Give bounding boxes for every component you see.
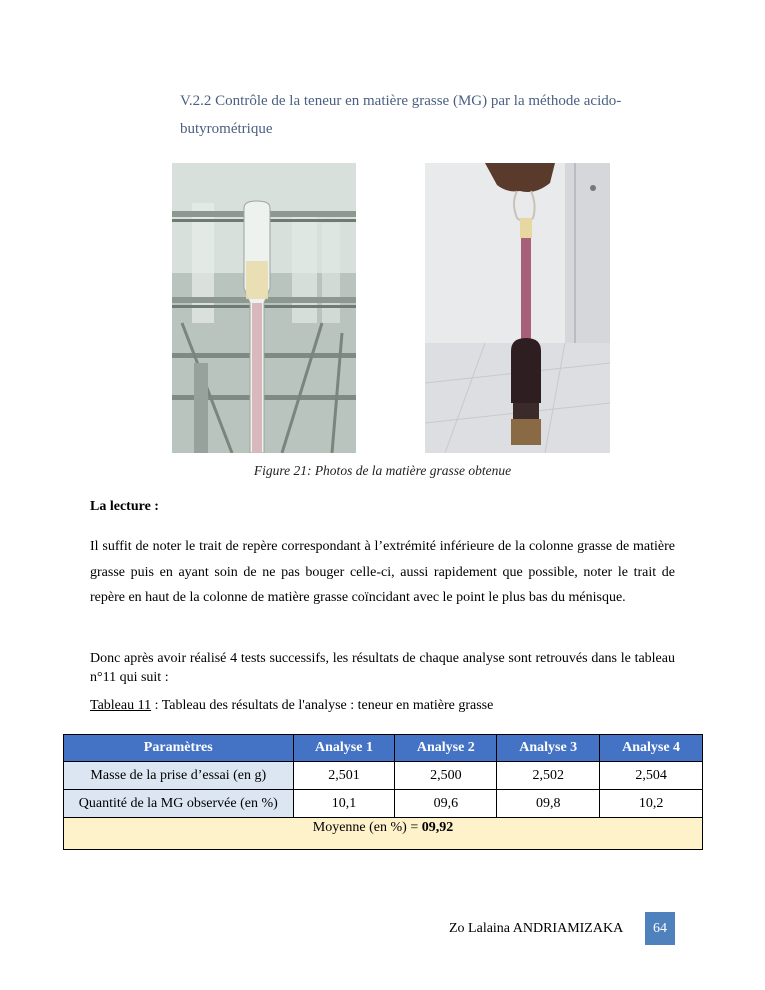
table-cell: 10,1: [293, 790, 395, 818]
reading-title: La lecture :: [90, 499, 159, 514]
average-cell: [64, 818, 703, 850]
results-table: [63, 734, 703, 850]
butyrometer-photo-hand: [425, 163, 610, 453]
table-cell: 2,502: [497, 762, 600, 790]
row-label: Masse de la prise d’essai (en g): [64, 762, 294, 790]
reading-paragraph: Il suffit de noter le trait de repère correspondant à l’extrémité inférieure de la colonne grasse de matière grasse puis en ayant soin de ne pas bouger celle-ci, aussi rapidement que possible, noter le trait de repère en haut de la colonne de matière grasse coïncidant avec le point le plus bas du ménisque.: [90, 539, 675, 606]
table-row: [64, 762, 703, 790]
table-caption-text: : Tableau des résultats de l'analyse : teneur en matière grasse: [151, 698, 494, 713]
table-cell: 2,501: [293, 762, 395, 790]
average-value: 09,92: [421, 820, 454, 835]
results-intro-paragraph: Donc après avoir réalisé 4 tests successifs, les résultats de chaque analyse sont retrouvés dans le tableau n°11 qui suit :: [90, 651, 675, 685]
table-caption: [90, 698, 493, 714]
average-row: [64, 818, 703, 850]
table-cell: 2,500: [395, 762, 497, 790]
table-cell: 09,6: [395, 790, 497, 818]
table-cell: 09,8: [497, 790, 600, 818]
table-header: Analyse 2: [395, 735, 497, 762]
table-header-row: [64, 735, 703, 762]
table-header: Analyse 4: [600, 735, 703, 762]
table-row: [64, 790, 703, 818]
table-cell: 10,2: [600, 790, 703, 818]
section-heading: V.2.2 Contrôle de la teneur en matière grasse (MG) par la méthode acido-butyrométrique: [180, 93, 622, 137]
butyrometer-rack-illustration: [172, 163, 356, 453]
table-caption-ref: Tableau 11: [90, 698, 152, 713]
average-label: Moyenne (en %) =: [312, 820, 422, 835]
footer-author: Zo Lalaina ANDRIAMIZAKA: [449, 921, 624, 936]
figure-caption: Figure 21: Photos de la matière grasse obtenue: [253, 463, 512, 478]
butyrometer-hand-illustration: [425, 163, 610, 453]
table-cell: 2,504: [600, 762, 703, 790]
table-header: Analyse 3: [497, 735, 600, 762]
butyrometer-photo-rack: [172, 163, 356, 453]
table-header: Analyse 1: [293, 735, 395, 762]
page-number: 64: [645, 912, 675, 945]
row-label: Quantité de la MG observée (en %): [64, 790, 294, 818]
table-header: Paramètres: [64, 735, 294, 762]
